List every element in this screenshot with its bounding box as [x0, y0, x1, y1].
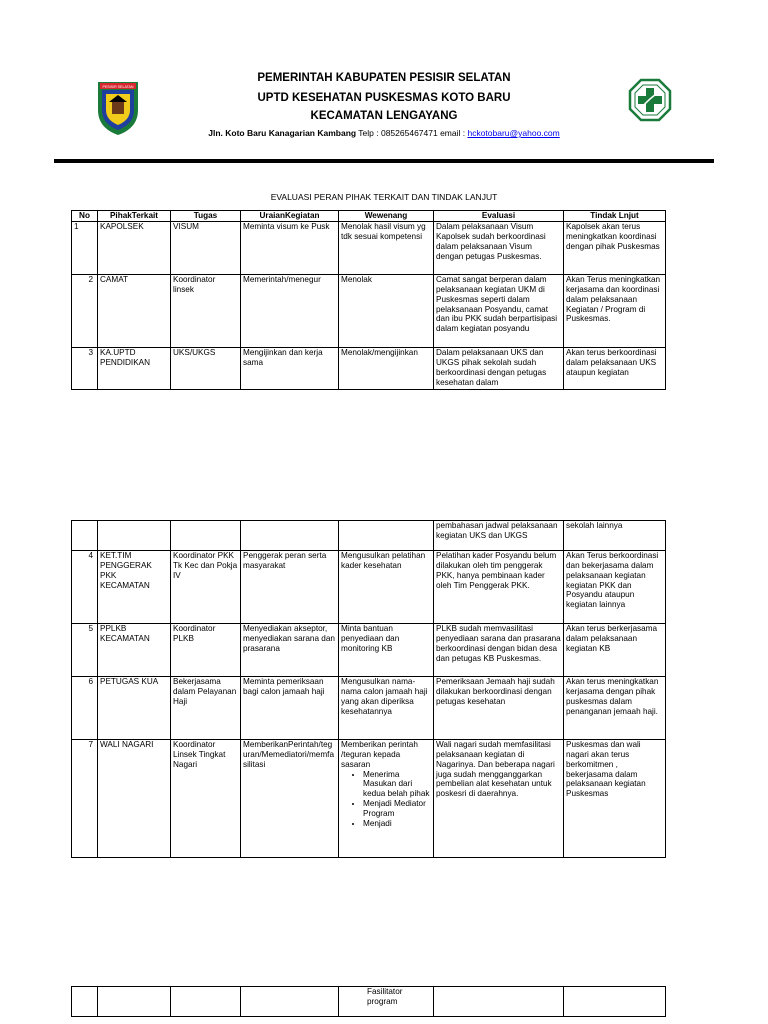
- cell-pihak: KET.TIM PENGGERAK PKK KECAMATAN: [98, 551, 171, 624]
- column-header: Tindak Lnjut: [564, 211, 666, 222]
- header-rule: [54, 159, 714, 163]
- cell-evaluasi: [434, 987, 564, 1017]
- cell-wewenang: Fasilitator program: [339, 987, 434, 1017]
- evaluation-table-page-2: [71, 520, 666, 858]
- cell-tugas: Koordinator linsek: [171, 275, 241, 348]
- cell-no: 3: [72, 348, 98, 390]
- address-street: Jln. Koto Baru Kanagarian Kambang: [208, 128, 357, 138]
- table-row: [72, 740, 666, 858]
- cell-uraian: Mengijinkan dan kerja sama: [241, 348, 339, 390]
- wewenang-intro: Memberikan perintah /teguran kepada sasaran: [341, 740, 418, 769]
- cell-uraian: [241, 521, 339, 551]
- cell-tugas: [171, 987, 241, 1017]
- cell-tindak: [564, 987, 666, 1017]
- cell-no: 5: [72, 624, 98, 677]
- column-header: PihakTerkait: [98, 211, 171, 222]
- cell-pihak: KAPOLSEK: [98, 222, 171, 275]
- cell-evaluasi: PLKB sudah memvasilitasi penyediaan sarana dan prasarana berkoordinasi dengan bidan desa dan petugas KB Puskesmas.: [434, 624, 564, 677]
- cell-tindak: Akan Terus meningkatkan kerjasama dan koordinasi dalam pelaksanaan Kegiatan / Program di Puskesmas.: [564, 275, 666, 348]
- cell-evaluasi: Wali nagari sudah memfasilitasi pelaksanaan kegiatan di Nagarinya. Dan beberapa nagari juga sudah mengganggarkan pembelian alat kesehatan untuk poskesri di daerahnya.: [434, 740, 564, 858]
- cell-uraian: Meminta pemeriksaan bagi calon jamaah haji: [241, 677, 339, 740]
- cell-pihak: PETUGAS KUA: [98, 677, 171, 740]
- list-item: • Menerima Masukan dari kedua belah pihak: [363, 770, 431, 800]
- cell-tindak: Akan terus berkoordinasi dalam pelaksanaan UKS ataupun kegiatan: [564, 348, 666, 390]
- cell-uraian: Menyediakan akseptor, menyediakan sarana dan prasarana: [241, 624, 339, 677]
- table-row: [72, 677, 666, 740]
- cell-tugas: Bekerjasama dalam Pelayanan Haji: [171, 677, 241, 740]
- cell-evaluasi: Dalam pelaksanaan UKS dan UKGS pihak sekolah sudah berkoordinasi dengan petugas kesehatan dalam: [434, 348, 564, 390]
- address-contact: Telp : 085265467471 email :: [356, 128, 468, 138]
- cell-tindak: sekolah lainnya: [564, 521, 666, 551]
- cell-tugas: Koordinator Linsek Tingkat Nagari: [171, 740, 241, 858]
- cell-evaluasi: Pelatihan kader Posyandu belum dilakukan oleh tim penggerak PKK, hanya pembinaan kader oleh Tim Penggerak PKK.: [434, 551, 564, 624]
- cell-wewenang: Minta bantuan penyediaan dan monitoring KB: [339, 624, 434, 677]
- evaluation-table-page-3: [71, 986, 666, 1017]
- cell-no: [72, 521, 98, 551]
- cell-tugas: [171, 521, 241, 551]
- column-header: UraianKegiatan: [241, 211, 339, 222]
- cell-tindak: Akan terus berkerjasama dalam pelaksanaan kegiatan KB: [564, 624, 666, 677]
- cell-uraian: Meminta visum ke Pusk: [241, 222, 339, 275]
- cell-no: 2: [72, 275, 98, 348]
- cell-wewenang: Mengusulkan nama-nama calon jamaah haji yang akan diperiksa kesehatannya: [339, 677, 434, 740]
- cell-evaluasi: Pemeriksaan Jemaah haji sudah dilakukan berkoordinasi dengan petugas kesehatan: [434, 677, 564, 740]
- cell-pihak: [98, 521, 171, 551]
- header-line-1: PEMERINTAH KABUPATEN PESISIR SELATAN: [257, 72, 511, 84]
- cell-wewenang: Mengusulkan pelatihan kader kesehatan: [339, 551, 434, 624]
- cell-evaluasi: Dalam pelaksanaan Visum Kapolsek sudah berkoordinasi dalam pelaksanaan Visum dengan petugas Puskesmas.: [434, 222, 564, 275]
- email-link[interactable]: hckotobaru@yahoo.com: [467, 128, 560, 138]
- cell-wewenang: Menolak hasil visum yg tdk sesuai kompetensi: [339, 222, 434, 275]
- list-item: • Menjadi Mediator Program: [363, 799, 431, 819]
- cell-uraian: Memerintah/menegur: [241, 275, 339, 348]
- cell-no: 7: [72, 740, 98, 858]
- column-header: Tugas: [171, 211, 241, 222]
- table-header-row: [72, 211, 666, 222]
- address-line: [0, 128, 768, 138]
- cell-wewenang: [339, 521, 434, 551]
- cell-uraian: [241, 987, 339, 1017]
- cell-no: 4: [72, 551, 98, 624]
- cell-tugas: VISUM: [171, 222, 241, 275]
- table-row: [72, 348, 666, 390]
- cell-wewenang: Menolak: [339, 275, 434, 348]
- cell-evaluasi: pembahasan jadwal pelaksanaan kegiatan UKS dan UKGS: [434, 521, 564, 551]
- evaluation-table-page-1: [71, 210, 666, 390]
- cell-no: 1: [72, 222, 98, 275]
- wewenang-list: [341, 770, 431, 829]
- column-header: Wewenang: [339, 211, 434, 222]
- table-row: [72, 222, 666, 275]
- svg-text:PESISIR SELATAN: PESISIR SELATAN: [102, 85, 134, 89]
- cell-tindak: Kapolsek akan terus meningkatkan koordinasi dengan pihak Puskesmas: [564, 222, 666, 275]
- table-row: [72, 624, 666, 677]
- cell-tindak: Akan Terus berkoordinasi dan bekerjasama dalam pelaksanaan kegiatan kegiatan PKK dan Posyandu ataupun kegiatan lainnya: [564, 551, 666, 624]
- header-line-3: KECAMATAN LENGAYANG: [310, 110, 458, 122]
- table-row-continued: [72, 521, 666, 551]
- cell-pihak: [98, 987, 171, 1017]
- cell-tugas: Koordinator PLKB: [171, 624, 241, 677]
- column-header: Evaluasi: [434, 211, 564, 222]
- table-row-continued: [72, 987, 666, 1017]
- table-row: [72, 275, 666, 348]
- cell-wewenang: [339, 740, 434, 858]
- cell-tindak: Puskesmas dan wali nagari akan terus berkomitmen , bekerjasama dalam pelaksanaan kegiatan Puskesmas: [564, 740, 666, 858]
- column-header: No: [72, 211, 98, 222]
- cell-pihak: WALI NAGARI: [98, 740, 171, 858]
- cell-evaluasi: Camat sangat berperan dalam pelaksanaan kegiatan UKM di Puskesmas seperti dalam pelaksanaan Posyandu, camat dan ibu PKK sudah berpartisipasi dalam kegiatan posyandu: [434, 275, 564, 348]
- cell-wewenang: Menolak/mengijinkan: [339, 348, 434, 390]
- cell-tugas: Koordinator PKK Tk Kec dan Pokja IV: [171, 551, 241, 624]
- cell-pihak: CAMAT: [98, 275, 171, 348]
- cell-uraian: Penggerak peran serta masyarakat: [241, 551, 339, 624]
- document-title: EVALUASI PERAN PIHAK TERKAIT DAN TINDAK LANJUT: [270, 192, 498, 202]
- table-row: [72, 551, 666, 624]
- cell-tugas: UKS/UKGS: [171, 348, 241, 390]
- cell-tindak: Akan terus meningkatkan kerjasama dengan pihak puskesmas dalam penanganan jemaah haji.: [564, 677, 666, 740]
- cell-pihak: KA.UPTD PENDIDIKAN: [98, 348, 171, 390]
- list-item: • Menjadi: [363, 819, 431, 829]
- cell-pihak: PPLKB KECAMATAN: [98, 624, 171, 677]
- cell-no: [72, 987, 98, 1017]
- cell-no: 6: [72, 677, 98, 740]
- cell-uraian: MemberikanPerintah/teguran/Memediatori/memfasilitasi: [241, 740, 339, 858]
- header-line-2: UPTD KESEHATAN PUSKESMAS KOTO BARU: [257, 92, 511, 104]
